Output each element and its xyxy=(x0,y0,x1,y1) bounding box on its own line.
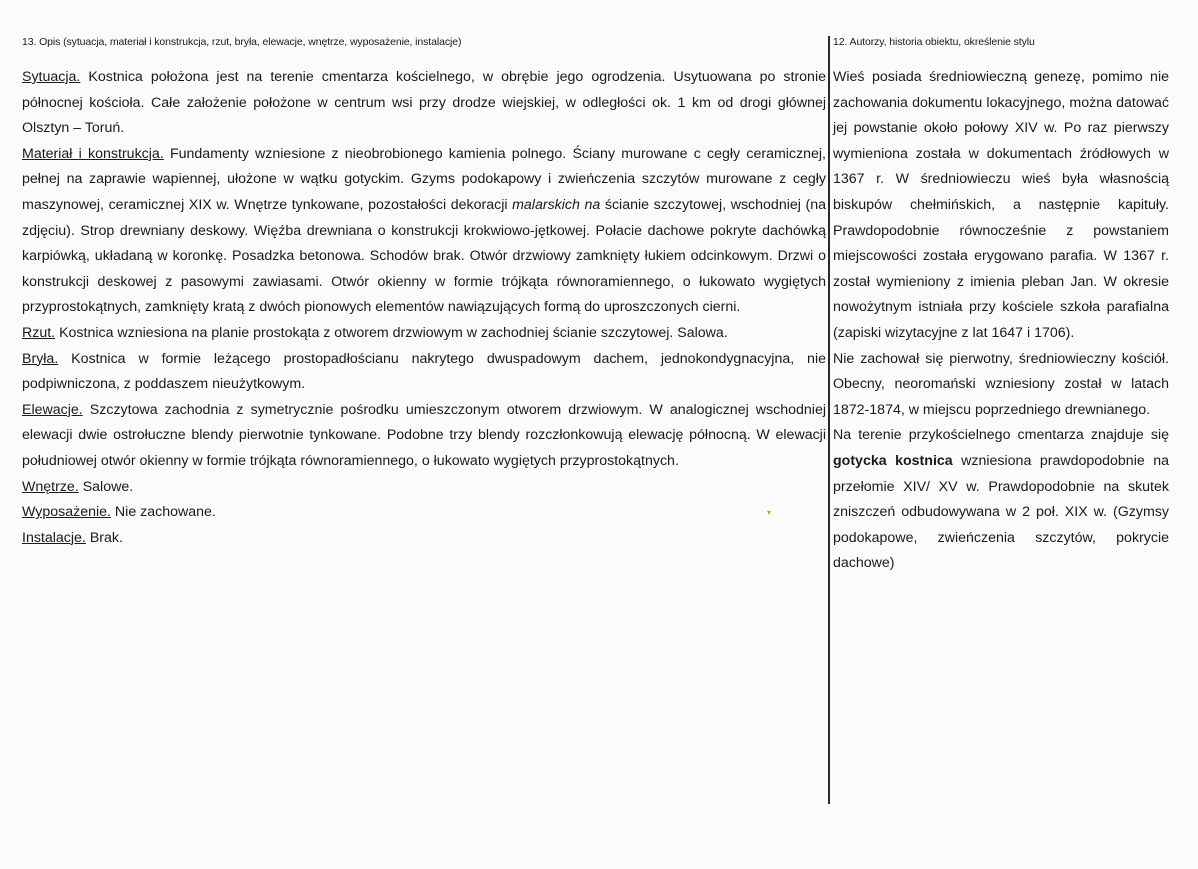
section-interior xyxy=(22,475,826,501)
section-text: Szczytowa zachodnia z symetrycznie pośrodku umieszczonym otworem drzwiowym. W analogicznej wschodniej elewacji dwie ostrołuczne blendy pierwotnie tynkowane. Podobne trzy blendy rozczłonkowują elewację północną. W elewacji południowej otwór okienny w formie trójkąta równoramiennego, o łukowato wygiętych przyprostokątnych. xyxy=(22,401,826,469)
description-heading: 13. Opis (sytuacja, materiał i konstrukcja, rzut, bryła, elewacje, wnętrze, wyposażenie, instalacje) xyxy=(22,36,462,48)
description-body xyxy=(22,65,826,551)
section-plan xyxy=(22,321,826,347)
section-situation xyxy=(22,65,826,142)
history-paragraph xyxy=(833,423,1169,577)
section-label: Elewacje. xyxy=(22,401,83,418)
section-label: Wyposażenie. xyxy=(22,504,111,521)
section-text-italic: malarskich na xyxy=(512,196,601,213)
section-text: Salowe. xyxy=(78,478,134,495)
section-label: Materiał i konstrukcja. xyxy=(22,145,164,162)
section-label: Rzut. xyxy=(22,324,56,341)
section-installations xyxy=(22,526,826,552)
section-text: Nie zachowane. xyxy=(110,504,216,521)
section-material xyxy=(22,142,826,321)
column-divider xyxy=(828,36,830,804)
history-text: wzniesiona prawdopodobnie na przełomie XIV/ XV w. Prawdopodobnie na skutek zniszczeń odbudowywana w 2 poł. XIX w. (Gzymsy podokapowe, zwieńczenia szczytów, pokrycie dachowe) xyxy=(833,452,1170,572)
description-column xyxy=(22,36,826,551)
history-text-bold: gotycka kostnica xyxy=(833,452,953,469)
section-furnishing xyxy=(22,500,826,526)
history-paragraph: Wieś posiada średniowieczną genezę, pomimo nie zachowania dokumentu lokacyjnego, można datować jej powstanie około połowy XIV w. Po raz pierwszy wymieniona została w dokumentach źródłowych w 1367 r. W średniowieczu wieś była własnością biskupów chełmińskich, a następnie kapituły. Prawdopodobnie równocześnie z powstaniem miejscowości została erygowano parafia. W 1367 r. został wymieniony z imienia pleban Jan. W okresie nowożytnym istniała przy kościele szkoła parafialna (zapiski wizytacyjne z lat 1647 i 1706). xyxy=(833,69,1169,341)
section-label: Sytuacja. xyxy=(22,69,81,85)
history-paragraph: Nie zachował się pierwotny, średniowieczny kościół. Obecny, neoromański wzniesiony został w latach 1872-1874, w miejscu poprzedniego drewnianego. xyxy=(833,350,1169,418)
section-text: Kostnica wzniesiona na planie prostokąta z otworem drzwiowym w zachodniej ścianie szczytowej. Salowa. xyxy=(55,324,728,341)
history-column xyxy=(833,36,1169,577)
history-text: Na terenie przykościelnego cmentarza znajduje się xyxy=(833,427,1169,444)
section-text: ścianie szczytowej, wschodniej (na zdjęciu). Strop drewniany deskowy. Więźba drewniana o konstrukcji krokwiowo-jętkowej. Połacie dachowe pokryte dachówką karpiówką, układaną w koronkę. Posadzka betonowa. Schodów brak. Otwór drzwiowy zamknięty łukiem odcinkowym. Drzwi o konstrukcji deskowej z pasowymi zawiasami. Otwór okienny w formie trójkąta równoramiennego, o łukowato wygiętych przyprostokątnych, zamknięty kratą z dwóch pionowych elementów nawiązujących formą do uproszczonych cierni. xyxy=(22,196,826,316)
section-label: Instalacje. xyxy=(22,529,86,546)
section-label: Bryła. xyxy=(22,350,59,367)
section-elevations xyxy=(22,398,826,475)
section-text: Brak. xyxy=(85,529,123,546)
section-text: Fundamenty wzniesione z nieobrobionego kamienia polnego. Ściany murowane c cegły ceramicznej, pełnej na zaprawie wapiennej, ułożone w wątku gotyckim. Gzyms podokapowy i zwieńczenia szczytów murowane z cegły maszynowej, ceramicznej XIX w. Wnętrze tynkowane, pozostałości dekoracji xyxy=(22,145,826,213)
section-text: Kostnica w formie leżącego prostopadłościanu nakrytego dwuspadowym dachem, jednokondygnacyjna, nie podpiwniczona, z poddaszem nieużytkowym. xyxy=(22,350,826,393)
section-text: Kostnica położona jest na terenie cmentarza kościelnego, w obrębie jego ogrodzenia. Usytuowana po stronie północnej kościoła. Całe założenie położone w centrum wsi przy drodze wiejskiej, w odległości ok. 1 km od drogi głównej Olsztyn – Toruń. xyxy=(22,69,826,137)
section-label: Wnętrze. xyxy=(22,478,79,495)
history-body xyxy=(833,65,1169,577)
history-heading: 12. Autorzy, historia obiektu, określenie stylu xyxy=(833,36,1035,48)
ink-mark: ▾ xyxy=(767,508,772,517)
section-mass xyxy=(22,347,826,398)
